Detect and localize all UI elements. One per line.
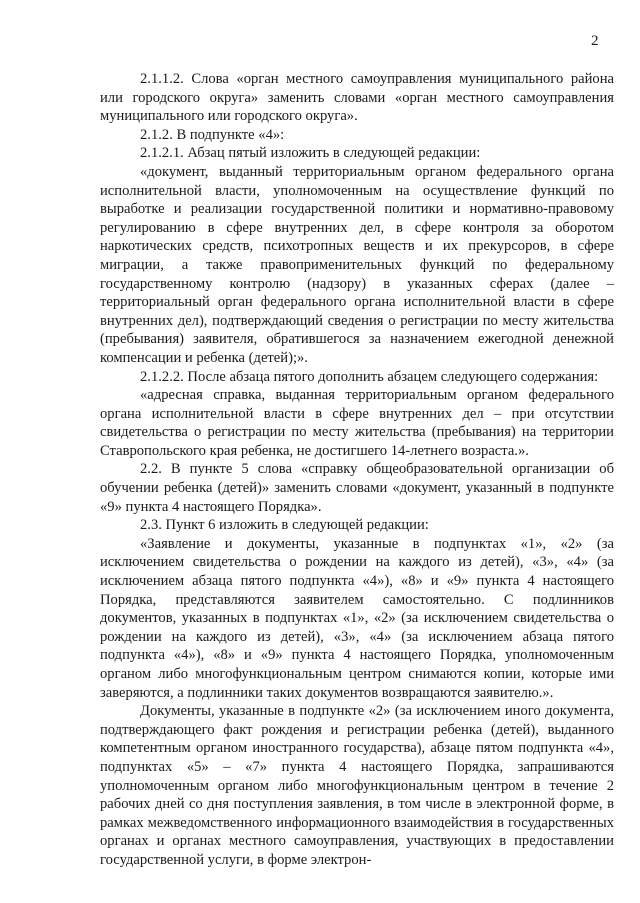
paragraph-2-2: 2.2. В пункте 5 слова «справку общеобразовательной организации об обучении ребенка (детей)» заменить словами «документ, указанный в подпункте «9» пункта 4 настоящего Порядка». xyxy=(100,461,614,515)
paragraph-quoted-document: «документ, выданный территориальным органом федерального органа исполнительной власти, уполномоченным на осуществление функций по выработке и реализации государственной политики и нормативно-правовому регулированию в сфере внутренних дел, в сфере контроля за оборотом наркотических средств, психотропных веществ и их прекурсоров, в сфере миграции, а также правоприменительных функций по федеральному государственному контролю (надзору) в указанных сферах (далее – территориальный орган федерального органа исполнительной власти в сфере внутренних дел), подтверждающий сведения о регистрации по месту жительства (пребывания) заявителя, обратившегося за назначением ежегодной денежной компенсации и ребенка (детей);». xyxy=(100,163,614,366)
paragraph-2-1-2: 2.1.2. В подпункте «4»: xyxy=(140,126,285,143)
paragraph-quoted-application: «Заявление и документы, указанные в подпунктах «1», «2» (за исключением свидетельства о рождении на каждого из детей), «3», «4» (за исключением абзаца пятого подпункта «4»), «8» и «9» пункта 4 настоящего Порядка, представляются заявителем самостоятельно. С подлинников документов, указанных в подпунктах «1», «2» (за исключением свидетельства о рождении на каждого из детей), «3», «4» (за исключением абзаца пятого подпункта «4»), «8» и «9» пункта 4 настоящего Порядка, уполномоченным органом либо многофункциональным центром снимаются копии, которые ими заверяются, а подлинники таких документов возвращаются заявителю.». xyxy=(100,535,614,701)
paragraph-2-1-2-1: 2.1.2.1. Абзац пятый изложить в следующей редакции: xyxy=(140,145,481,162)
paragraph-documents: Документы, указанные в подпункте «2» (за исключением иного документа, подтверждающего факт рождения и регистрации ребенка (детей), выданного компетентным органом иностранного государства), абзаце пятом подпункта «4», подпунктах «5» – «7» пункта 4 настоящего Порядка, запрашиваются уполномоченным органом либо многофункциональным центром в течение 2 рабочих дней со дня поступления заявления, в том числе в электронной форме, в рамках межведомственного информационного взаимодействия в государственных органах и органах местного самоуправления, участвующих в предоставлении государственной услуги, в форме электрон- xyxy=(100,703,614,868)
document-body xyxy=(100,70,614,870)
paragraph-2-1-1-2: 2.1.1.2. Слова «орган местного самоуправления муниципального района или городского округа» заменить словами «орган местного самоуправления муниципального или городского округа». xyxy=(100,71,614,125)
paragraph-2-1-2-2: 2.1.2.2. После абзаца пятого дополнить абзацем следующего содержания: xyxy=(140,368,599,385)
page-number: 2 xyxy=(591,33,599,49)
paragraph-quoted-address-certificate: «адресная справка, выданная территориальным органом федерального органа исполнительной власти в сфере внутренних дел – при отсутствии свидетельства о регистрации по месту жительства (пребывания) на территории Ставропольского края ребенка, не достигшего 14-летнего возраста.». xyxy=(100,387,614,459)
paragraph-2-3: 2.3. Пункт 6 изложить в следующей редакции: xyxy=(140,517,429,534)
